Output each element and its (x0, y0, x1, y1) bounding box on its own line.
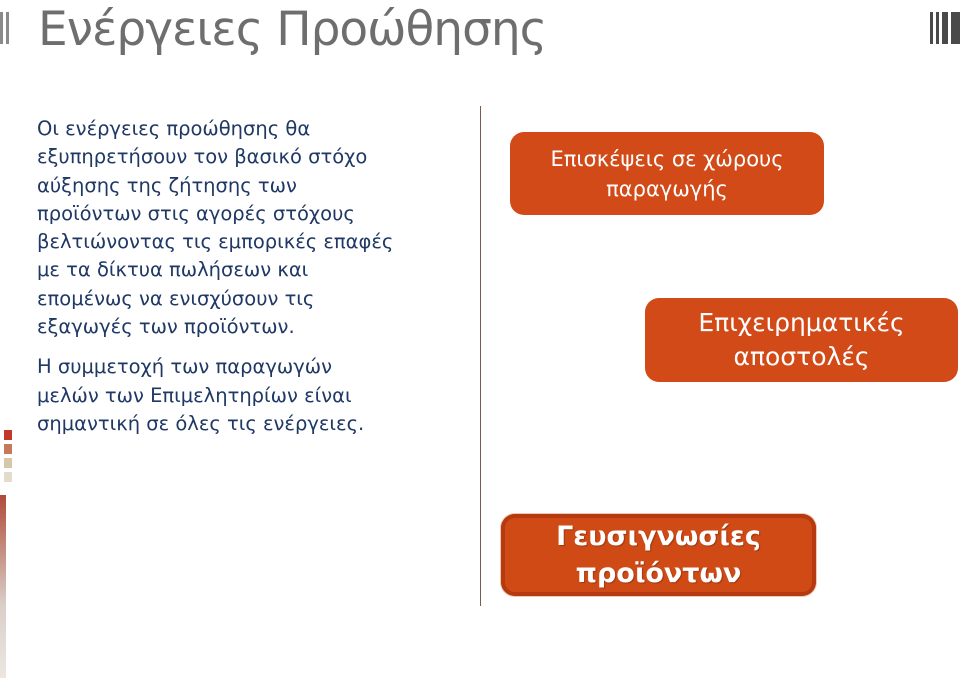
body-line: σημαντική σε όλες τις ενέργειες. (37, 411, 365, 435)
body-line: Η συμμετοχή των παραγωγών (37, 355, 332, 379)
body-line: Οι ενέργειες προώθησης θα (37, 117, 311, 140)
box-line: παραγωγής (606, 176, 728, 201)
box-product-tastings (501, 514, 816, 596)
box-business-missions (645, 298, 958, 382)
box-line: Γευσιγνωσίες (556, 521, 761, 552)
body-line: εξυπηρετήσουν τον βασικό στόχο (37, 145, 368, 169)
body-line: εξαγωγές των προϊόντων. (37, 315, 295, 339)
box-line: Επισκέψεις σε χώρους (550, 146, 784, 171)
title-decoration-right (930, 12, 960, 44)
body-text (37, 115, 467, 438)
body-line: βελτιώνοντας τις εμπορικές επαφές (37, 230, 394, 254)
title-decoration-left (0, 12, 9, 44)
box-line: Επιχειρηματικές (698, 308, 905, 337)
box-production-visits (510, 132, 824, 215)
column-divider (480, 106, 481, 606)
body-line: επομένως να ενισχύσουν τις (37, 286, 315, 310)
slide-title: Ενέργειες Προώθησης (38, 2, 547, 57)
box-line: αποστολές (733, 342, 870, 371)
body-line: αύξησης της ζήτησης των (37, 173, 297, 197)
box-line: προϊόντων (575, 558, 742, 589)
body-line: με τα δίκτυα πωλήσεων και (37, 258, 309, 282)
left-rule (0, 495, 6, 678)
body-line: μελών των Επιμελητηρίων είναι (37, 383, 352, 407)
body-line: προϊόντων στις αγορές στόχους (37, 201, 355, 225)
